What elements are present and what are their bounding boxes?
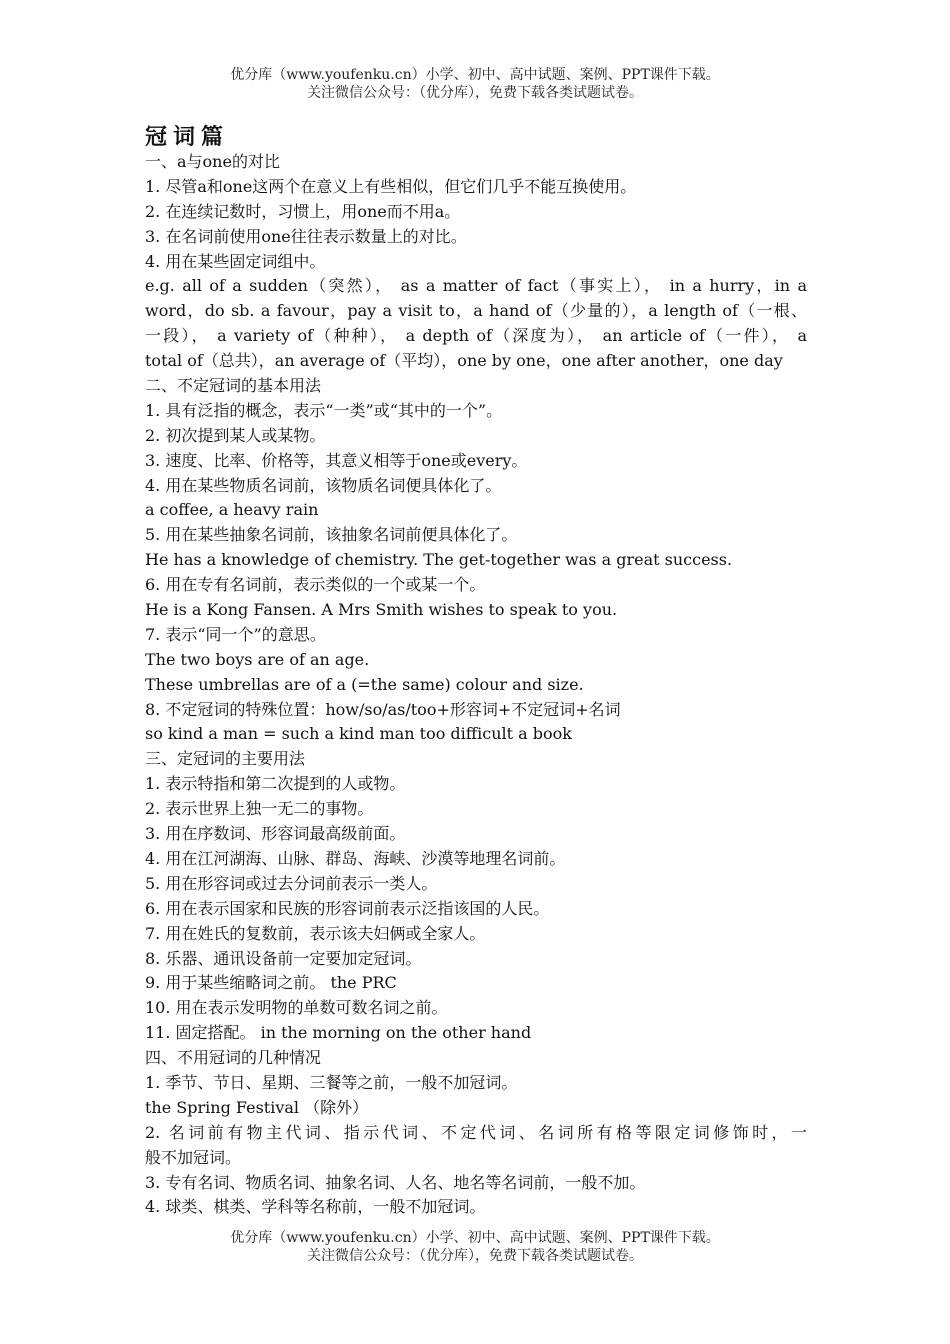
- text-line: 4. 用在某些物质名词前，该物质名词便具体化了。: [145, 475, 502, 495]
- text-line: 1. 表示特指和第二次提到的人或物。: [145, 774, 406, 794]
- text-line: 8. 乐器、通讯设备前一定要加定冠词。: [145, 948, 422, 968]
- text-line: 1. 具有泛指的概念，表示“一类”或“其中的一个”。: [145, 400, 503, 420]
- text-line: 8. 不定冠词的特殊位置：how/so/as/too+形容词+不定冠词+名词: [145, 699, 621, 719]
- text-line: 2. 表示世界上独一无二的事物。: [145, 799, 374, 819]
- text-line: 3. 用在序数词、形容词最高级前面。: [145, 824, 406, 844]
- text-line: 一、a与one的对比: [145, 152, 280, 171]
- text-line: e.g. all of a sudden（突然）， as a matter of fact（事实上）， in a hurry，in a: [145, 276, 807, 296]
- text-line: 2. 在连续记数时，习惯上，用one而不用a。: [145, 201, 461, 221]
- text-line: 5. 用在某些抽象名词前，该抽象名词前便具体化了。: [145, 525, 518, 545]
- text-line: 1. 季节、节日、星期、三餐等之前，一般不加冠词。: [145, 1072, 518, 1092]
- text-line: 1. 尽管a和one这两个在意义上有些相似，但它们几乎不能互换使用。: [145, 176, 637, 196]
- text-line: 4. 用在某些固定词组中。: [145, 251, 326, 271]
- footer-line-1: 优分库（www.youfenku.cn）小学、初中、高中试题、案例、PPT课件下载。: [230, 1230, 720, 1246]
- text-line: 7. 表示“同一个”的意思。: [145, 624, 326, 644]
- text-line: 6. 用在专有名词前，表示类似的一个或某一个。: [145, 575, 486, 595]
- text-line: 11. 固定搭配。 in the morning on the other hand: [145, 1023, 532, 1043]
- text-line: 6. 用在表示国家和民族的形容词前表示泛指该国的人民。: [145, 898, 550, 918]
- text-line: total of（总共），an average of（平均），one by one，one after another，one day: [145, 351, 783, 371]
- text-line: word，do sb. a favour，pay a visit to，a hand of（少量的），a length of（一根、: [145, 301, 807, 321]
- text-line: 4. 用在江河湖海、山脉、群岛、海峡、沙漠等地理名词前。: [145, 848, 566, 868]
- header-line-2: 关注微信公众号：（优分库），免费下载各类试题试卷。: [307, 85, 643, 101]
- text-line: 二、不定冠词的基本用法: [145, 376, 322, 396]
- page-header: [0, 66, 950, 102]
- text-line: 7. 用在姓氏的复数前，表示该夫妇俩或全家人。: [145, 923, 486, 943]
- text-line: 4. 球类、棋类、学科等名称前，一般不加冠词。: [145, 1197, 486, 1217]
- text-line: He is a Kong Fansen. A Mrs Smith wishes to speak to you.: [145, 600, 618, 620]
- content-lines: [145, 150, 807, 1220]
- text-line: 9. 用于某些缩略词之前。 the PRC: [145, 973, 397, 993]
- text-line: 5. 用在形容词或过去分词前表示一类人。: [145, 873, 438, 893]
- text-line: He has a knowledge of chemistry. The get-together was a great success.: [145, 550, 733, 570]
- text-line: 般不加冠词。: [145, 1147, 242, 1167]
- text-line: a coffee, a heavy rain: [145, 500, 319, 520]
- text-line: 3. 专有名词、物质名词、抽象名词、人名、地名等名词前，一般不加。: [145, 1172, 646, 1192]
- text-line: so kind a man = such a kind man too difficult a book: [145, 724, 572, 744]
- text-line: 10. 用在表示发明物的单数可数名词之前。: [145, 998, 448, 1018]
- text-line: 3. 在名词前使用one往往表示数量上的对比。: [145, 226, 467, 246]
- header-line-1: 优分库（www.youfenku.cn）小学、初中、高中试题、案例、PPT课件下载。: [230, 67, 720, 83]
- text-line: the Spring Festival （除外）: [145, 1097, 369, 1117]
- page-title: 冠词篇: [145, 124, 230, 150]
- text-line: The two boys are of an age.: [145, 649, 370, 669]
- document-body: [145, 122, 807, 1220]
- text-line: 三、定冠词的主要用法: [145, 749, 306, 769]
- footer-line-2: 关注微信公众号：（优分库），免费下载各类试题试卷。: [307, 1248, 643, 1264]
- text-line: 2. 名词前有物主代词、指示代词、不定代词、名词所有格等限定词修饰时，一: [145, 1122, 807, 1142]
- text-line: These umbrellas are of a (=the same) colour and size.: [145, 674, 584, 694]
- page-footer: [0, 1229, 950, 1265]
- text-line: 一段）， a variety of（种种）， a depth of（深度为）， an article of（一件）， a: [145, 326, 807, 346]
- text-line: 四、不用冠词的几种情况: [145, 1048, 322, 1068]
- text-line: 2. 初次提到某人或某物。: [145, 425, 326, 445]
- text-line: 3. 速度、比率、价格等，其意义相等于one或every。: [145, 450, 528, 470]
